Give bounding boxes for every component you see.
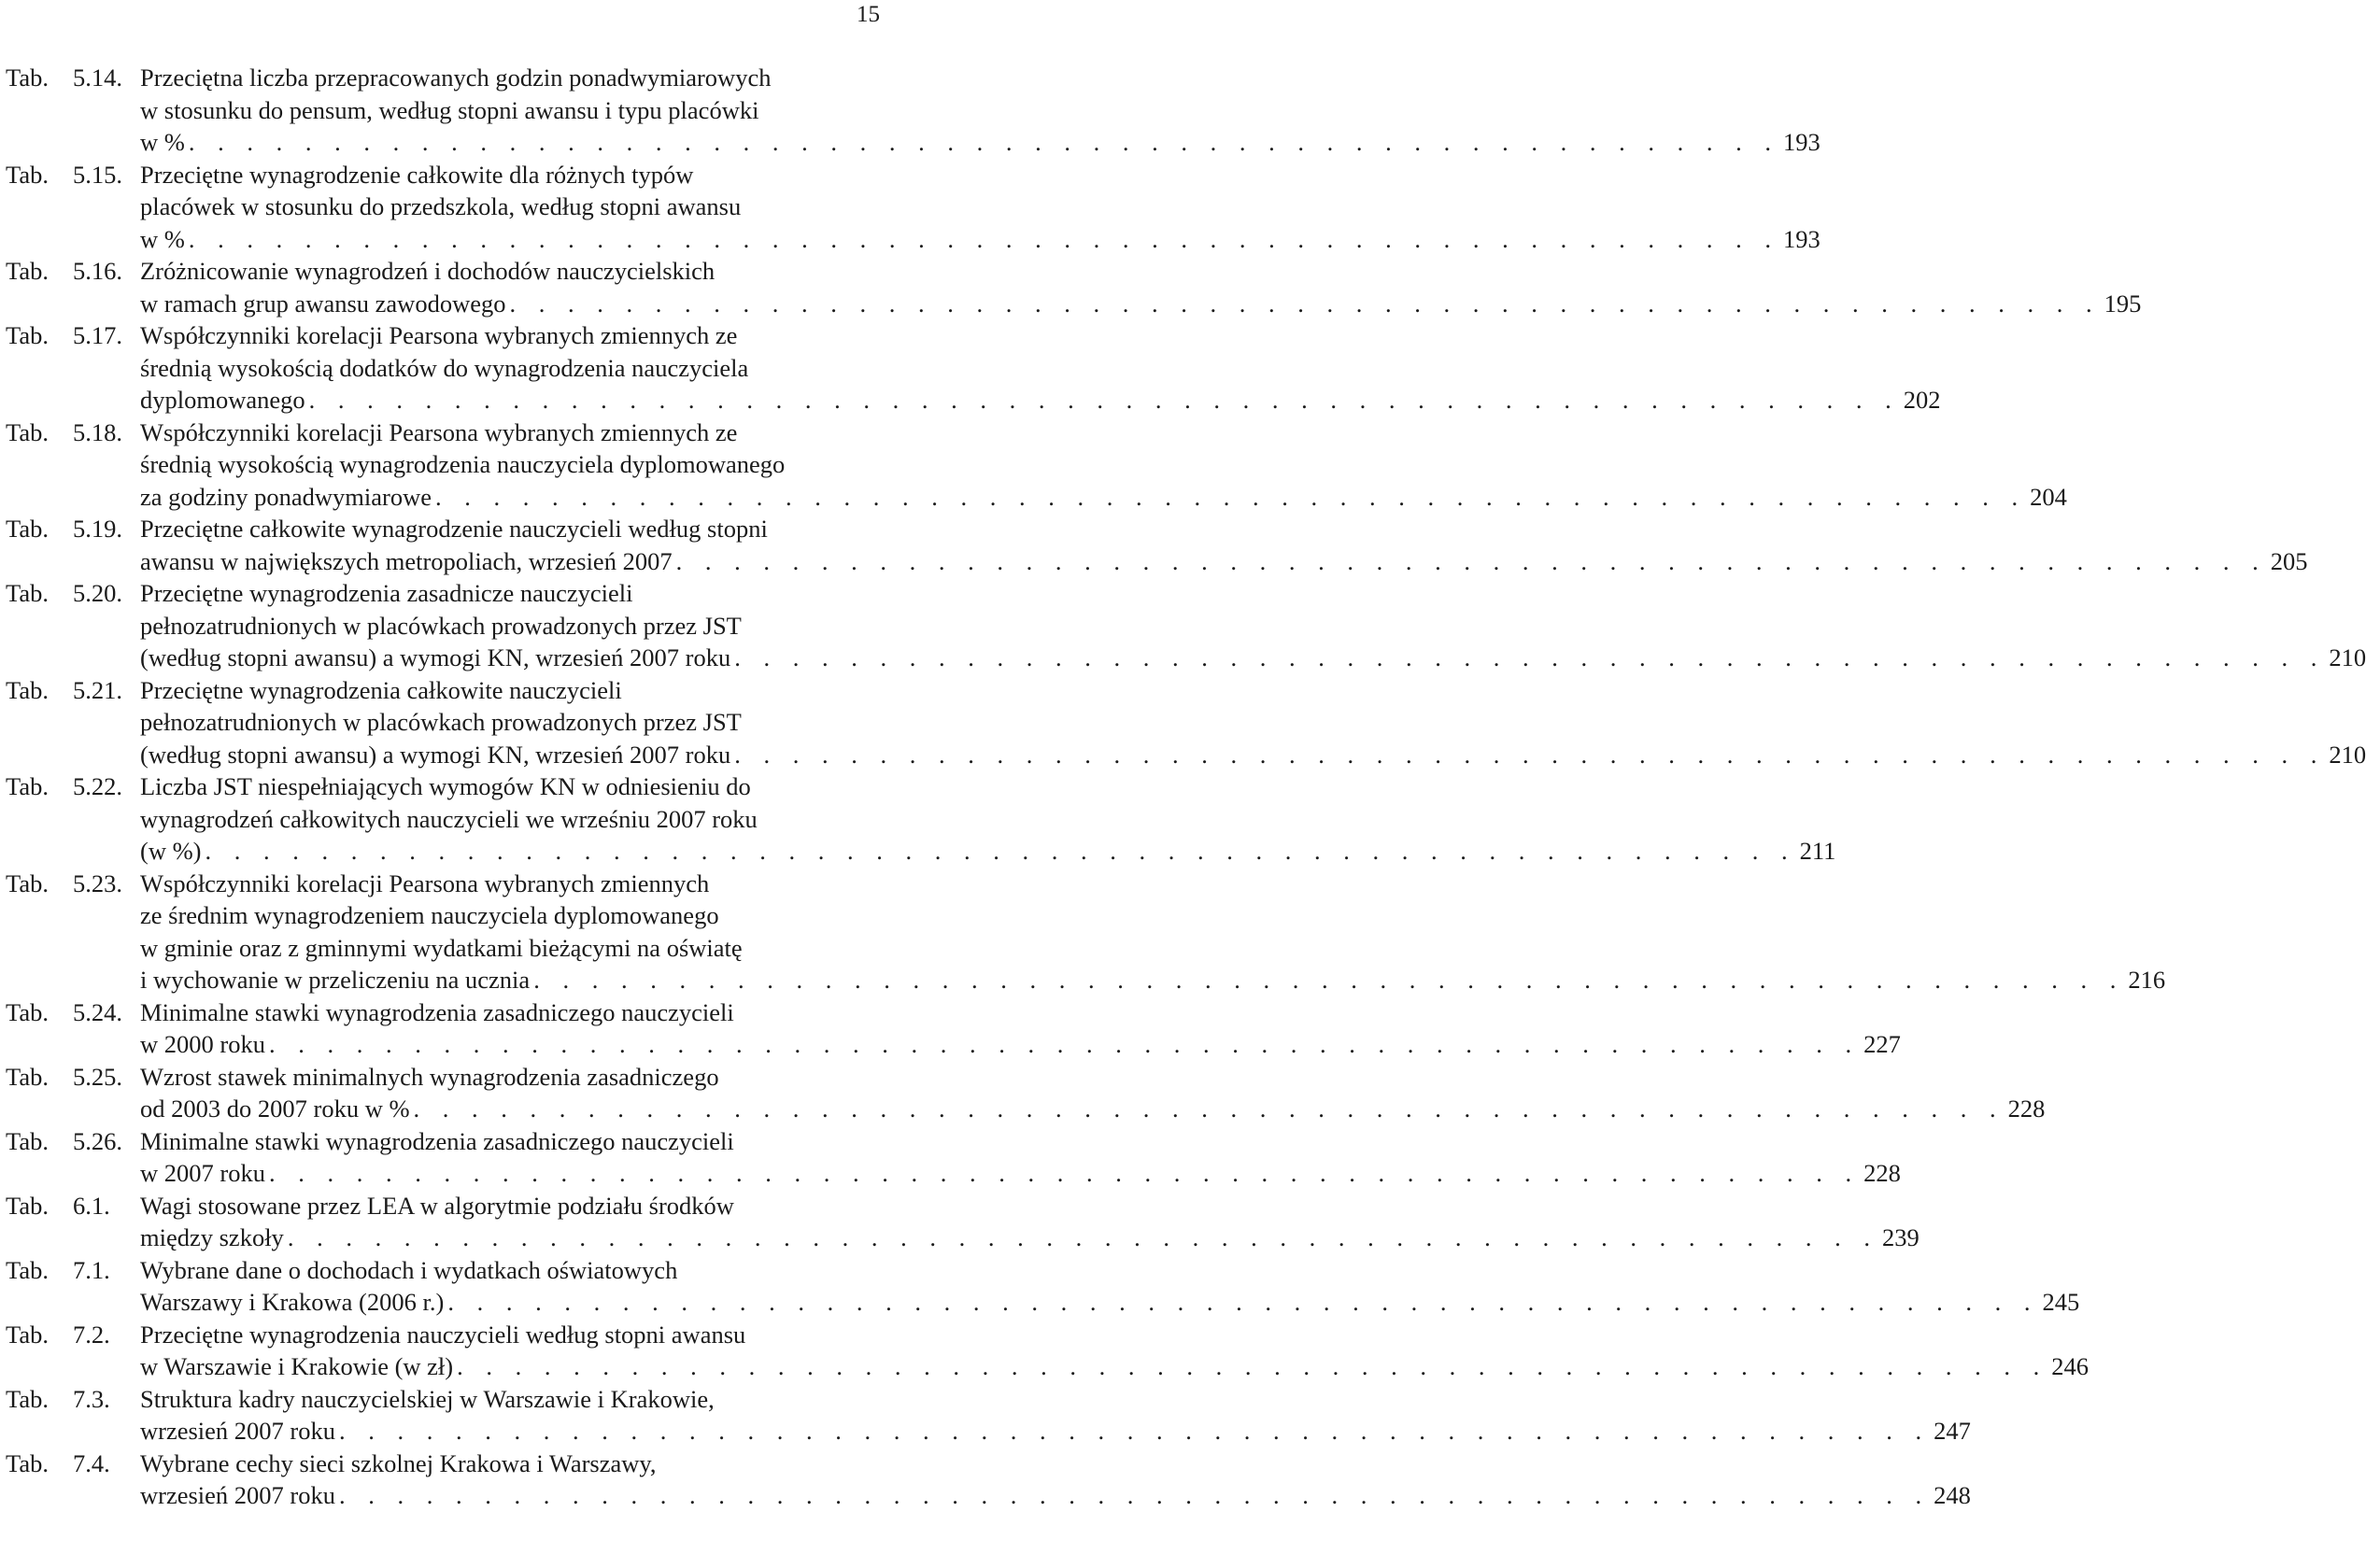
toc-entry[interactable] <box>6 255 2142 319</box>
dot-leader: . . . . . . . . . . . . . . . . . . . . . . . . . . . . . . . . . . . . . . . . . . . . . . . . . . . . . . . <box>268 1030 1861 1058</box>
entry-number: 7.1. <box>73 1255 110 1284</box>
entry-prefix: Tab. <box>6 1255 49 1284</box>
entry-leader-line <box>140 1415 1971 1448</box>
entry-prefix: Tab. <box>6 1320 49 1349</box>
entry-prefix: Tab. <box>6 160 49 189</box>
entry-title-line: Minimalne stawki wynagrodzenia zasadniczego nauczycieli <box>140 997 734 1026</box>
entry-prefix: Tab. <box>6 675 49 704</box>
entry-number: 5.23. <box>73 869 122 897</box>
entry-page-number[interactable]: 246 <box>2051 1352 2089 1380</box>
entry-leader-line <box>140 1479 1971 1512</box>
entry-title-last-line: między szkoły <box>140 1223 284 1251</box>
entry-title <box>140 1061 2046 1125</box>
entry-page-number[interactable]: 227 <box>1863 1030 1901 1058</box>
entry-title-line: Wybrane dane o dochodach i wydatkach oświatowych <box>140 1255 678 1284</box>
entry-title-line: ze średnim wynagrodzeniem nauczyciela dyplomowanego <box>140 901 719 929</box>
toc-entry[interactable] <box>6 159 1821 256</box>
entry-page-number[interactable]: 205 <box>2270 546 2308 575</box>
entry-title <box>140 62 1821 159</box>
toc-entry[interactable] <box>6 996 1901 1061</box>
entry-page-number[interactable]: 210 <box>2329 740 2366 769</box>
entry-title-last-line: w Warszawie i Krakowie (w zł) <box>140 1352 454 1380</box>
entry-page-number[interactable]: 247 <box>1934 1417 1971 1445</box>
entry-number: 5.17. <box>73 321 122 349</box>
entry-title <box>140 577 2366 674</box>
entry-prefix: Tab. <box>6 64 49 92</box>
dot-leader: . . . . . . . . . . . . . . . . . . . . . . . . . . . . . . . . . . . . . . . . . . . . . . . . . . . . . . . <box>205 837 1796 865</box>
entry-number: 5.14. <box>73 64 122 92</box>
dot-leader: . . . . . . . . . . . . . . . . . . . . . . . . . . . . . . . . . . . . . . . . . . . . . . . . . . . . . . . <box>188 224 1779 253</box>
entry-prefix: Tab. <box>6 869 49 897</box>
entry-title-line: pełnozatrudnionych w placówkach prowadzonych przez JST <box>140 708 742 736</box>
entry-number: 5.18. <box>73 417 122 446</box>
entry-title-line: Przeciętne całkowite wynagrodzenie nauczycieli według stopni <box>140 515 768 543</box>
entry-page-number[interactable]: 228 <box>1863 1159 1901 1187</box>
entry-title <box>140 417 2067 514</box>
entry-title-line: Wzrost stawek minimalnych wynagrodzenia zasadniczego <box>140 1062 719 1091</box>
toc-entry[interactable] <box>6 577 2366 674</box>
entry-prefix: Tab. <box>6 772 49 800</box>
dot-leader: . . . . . . . . . . . . . . . . . . . . . . . . . . . . . . . . . . . . . . . . . . . . . . . . . . . . . . . <box>188 128 1779 156</box>
toc-entry[interactable] <box>6 513 2308 577</box>
entry-title-last-line: od 2003 do 2007 roku w % <box>140 1095 410 1123</box>
entry-title <box>140 1125 1901 1190</box>
entry-title <box>140 770 1836 868</box>
entry-title <box>140 1319 2089 1383</box>
toc-entry[interactable] <box>6 770 1836 868</box>
entry-page-number[interactable]: 248 <box>1934 1481 1971 1509</box>
entry-title-last-line: w 2000 roku <box>140 1030 265 1058</box>
toc-entry[interactable] <box>6 1448 1971 1512</box>
entry-leader-line <box>140 835 1836 868</box>
dot-leader: . . . . . . . . . . . . . . . . . . . . . . . . . . . . . . . . . . . . . . . . . . . . . . . . . . . . . . . <box>268 1159 1861 1187</box>
entry-title <box>140 513 2308 577</box>
dot-leader: . . . . . . . . . . . . . . . . . . . . . . . . . . . . . . . . . . . . . . . . . . . . . . . . . . . . . . . <box>734 740 2326 769</box>
entry-leader-line <box>140 642 2366 674</box>
entry-leader-line <box>140 1028 1901 1061</box>
entry-prefix: Tab. <box>6 417 49 446</box>
toc-entry[interactable] <box>6 868 2166 996</box>
dot-leader: . . . . . . . . . . . . . . . . . . . . . . . . . . . . . . . . . . . . . . . . . . . . . . . . . . . . . . . <box>533 966 2125 994</box>
entry-title-line: w stosunku do pensum, według stopni awansu i typu placówki <box>140 95 759 124</box>
entry-prefix: Tab. <box>6 515 49 543</box>
entry-title-line: Minimalne stawki wynagrodzenia zasadniczego nauczycieli <box>140 1126 734 1155</box>
entry-title <box>140 255 2142 319</box>
entry-number: 7.4. <box>73 1448 110 1477</box>
entry-title-last-line: dyplomowanego <box>140 386 305 414</box>
toc-entry[interactable] <box>6 674 2366 771</box>
entry-title-line: Przeciętne wynagrodzenia nauczycieli według stopni awansu <box>140 1320 746 1349</box>
entry-title-last-line: w ramach grup awansu zawodowego <box>140 289 506 318</box>
entry-leader-line <box>140 288 2142 320</box>
entry-prefix: Tab. <box>6 997 49 1026</box>
dot-leader: . . . . . . . . . . . . . . . . . . . . . . . . . . . . . . . . . . . . . . . . . . . . . . . . . . . . . . . <box>339 1481 1931 1509</box>
entry-prefix: Tab. <box>6 1384 49 1413</box>
entry-prefix: Tab. <box>6 1448 49 1477</box>
entry-page-number[interactable]: 210 <box>2329 643 2366 671</box>
entry-leader-line <box>140 545 2308 578</box>
entry-number: 5.24. <box>73 997 122 1026</box>
entry-number: 6.1. <box>73 1191 110 1220</box>
entry-title-line: Przeciętne wynagrodzenia całkowite nauczycieli <box>140 675 622 704</box>
entry-title-line: Zróżnicowanie wynagrodzeń i dochodów nauczycielskich <box>140 257 715 285</box>
entry-number: 7.2. <box>73 1320 110 1349</box>
toc-entry[interactable] <box>6 1190 1920 1254</box>
entry-title-line: wynagrodzeń całkowitych nauczycieli we wrześniu 2007 roku <box>140 804 758 833</box>
entry-page-number[interactable]: 211 <box>1799 837 1836 865</box>
entry-page-number[interactable]: 239 <box>1881 1223 1920 1251</box>
entry-title-last-line: w % <box>140 224 185 253</box>
dot-leader: . . . . . . . . . . . . . . . . . . . . . . . . . . . . . . . . . . . . . . . . . . . . . . . . . . . . . . . <box>509 289 2101 318</box>
entry-leader-line <box>140 739 2366 771</box>
entry-leader-line <box>140 1093 2046 1125</box>
toc-entry[interactable] <box>6 417 2067 514</box>
entry-prefix: Tab. <box>6 321 49 349</box>
dot-leader: . . . . . . . . . . . . . . . . . . . . . . . . . . . . . . . . . . . . . . . . . . . . . . . . . . . . . . . <box>435 482 2027 511</box>
dot-leader: . . . . . . . . . . . . . . . . . . . . . . . . . . . . . . . . . . . . . . . . . . . . . . . . . . . . . . . <box>457 1352 2048 1380</box>
dot-leader: . . . . . . . . . . . . . . . . . . . . . . . . . . . . . . . . . . . . . . . . . . . . . . . . . . . . . . . <box>675 546 2267 575</box>
entry-page-number[interactable]: 202 <box>1903 386 1941 414</box>
entry-leader-line <box>140 964 2166 996</box>
dot-leader: . . . . . . . . . . . . . . . . . . . . . . . . . . . . . . . . . . . . . . . . . . . . . . . . . . . . . . . <box>447 1288 2039 1316</box>
entry-title-line: Przeciętne wynagrodzenie całkowite dla różnych typów <box>140 160 694 189</box>
entry-leader-line <box>140 481 2067 514</box>
entry-leader-line <box>140 1157 1901 1190</box>
entry-prefix: Tab. <box>6 1062 49 1091</box>
entry-number: 5.21. <box>73 675 122 704</box>
entry-title <box>140 868 2166 996</box>
entry-title-last-line: w % <box>140 128 185 156</box>
entry-title-line: Liczba JST niespełniających wymogów KN w odniesieniu do <box>140 772 751 800</box>
entry-leader-line <box>140 1350 2089 1383</box>
entry-prefix: Tab. <box>6 1126 49 1155</box>
entry-page-number[interactable]: 204 <box>2030 482 2067 511</box>
entry-title-last-line: (według stopni awansu) a wymogi KN, wrzesień 2007 roku <box>140 643 731 671</box>
entry-title-line: Współczynniki korelacji Pearsona wybranych zmiennych ze <box>140 417 738 446</box>
entry-title-line: Współczynniki korelacji Pearsona wybranych zmiennych ze <box>140 321 738 349</box>
toc-entry[interactable] <box>6 1383 1971 1448</box>
entry-number: 5.20. <box>73 579 122 607</box>
entry-leader-line <box>140 223 1821 256</box>
entry-leader-line <box>140 126 1821 159</box>
entry-page-number[interactable]: 195 <box>2104 289 2142 318</box>
entry-number: 7.3. <box>73 1384 110 1413</box>
entry-title-line: placówek w stosunku do przedszkola, według stopni awansu <box>140 192 742 220</box>
entry-page-number[interactable]: 216 <box>2128 966 2166 994</box>
entry-leader-line <box>140 1222 1920 1254</box>
entry-page-number[interactable]: 245 <box>2042 1288 2080 1316</box>
entry-number: 5.19. <box>73 515 122 543</box>
entry-leader-line <box>140 384 1941 417</box>
dot-leader: . . . . . . . . . . . . . . . . . . . . . . . . . . . . . . . . . . . . . . . . . . . . . . . . . . . . . . . <box>287 1223 1878 1251</box>
dot-leader: . . . . . . . . . . . . . . . . . . . . . . . . . . . . . . . . . . . . . . . . . . . . . . . . . . . . . . . <box>308 386 1900 414</box>
dot-leader: . . . . . . . . . . . . . . . . . . . . . . . . . . . . . . . . . . . . . . . . . . . . . . . . . . . . . . . <box>413 1095 2005 1123</box>
entry-title-line: Współczynniki korelacji Pearsona wybranych zmiennych <box>140 869 710 897</box>
entry-prefix: Tab. <box>6 1191 49 1220</box>
entry-number: 5.25. <box>73 1062 122 1091</box>
entry-page-number[interactable]: 193 <box>1782 224 1821 253</box>
entry-page-number[interactable]: 228 <box>2007 1095 2046 1123</box>
entry-title <box>140 1383 1971 1448</box>
entry-page-number[interactable]: 193 <box>1782 128 1821 156</box>
entry-title <box>140 159 1821 256</box>
toc-entry[interactable] <box>6 319 1941 417</box>
entry-title-last-line: i wychowanie w przeliczeniu na ucznia <box>140 966 531 994</box>
entry-title-line: średnią wysokością dodatków do wynagrodzenia nauczyciela <box>140 353 749 382</box>
entry-title <box>140 1190 1920 1254</box>
entry-title-last-line: wrzesień 2007 roku <box>140 1481 335 1509</box>
entry-title-line: Wybrane cechy sieci szkolnej Krakowa i Warszawy, <box>140 1448 657 1477</box>
toc-entry[interactable] <box>6 1319 2089 1383</box>
entry-title <box>140 1448 1971 1512</box>
entry-prefix: Tab. <box>6 579 49 607</box>
dot-leader: . . . . . . . . . . . . . . . . . . . . . . . . . . . . . . . . . . . . . . . . . . . . . . . . . . . . . . . <box>734 643 2326 671</box>
entry-title <box>140 1254 2080 1319</box>
table-of-contents <box>6 62 2366 1512</box>
entry-title-last-line: wrzesień 2007 roku <box>140 1417 335 1445</box>
toc-entry[interactable] <box>6 62 1821 159</box>
entry-prefix: Tab. <box>6 257 49 285</box>
dot-leader: . . . . . . . . . . . . . . . . . . . . . . . . . . . . . . . . . . . . . . . . . . . . . . . . . . . . . . . <box>339 1417 1931 1445</box>
toc-entry[interactable] <box>6 1061 2046 1125</box>
entry-title <box>140 996 1901 1061</box>
page-number: 15 <box>857 2 880 27</box>
toc-entry[interactable] <box>6 1125 1901 1190</box>
entry-number: 5.26. <box>73 1126 122 1155</box>
entry-title-last-line: Warszawy i Krakowa (2006 r.) <box>140 1288 445 1316</box>
entry-title-last-line: w 2007 roku <box>140 1159 265 1187</box>
entry-title-last-line: (w %) <box>140 837 202 865</box>
entry-number: 5.16. <box>73 257 122 285</box>
entry-title <box>140 319 1941 417</box>
entry-title <box>140 674 2366 771</box>
entry-number: 5.22. <box>73 772 122 800</box>
entry-title-last-line: awansu w największych metropoliach, wrzesień 2007 <box>140 546 673 575</box>
toc-entry[interactable] <box>6 1254 2080 1319</box>
entry-title-last-line: (według stopni awansu) a wymogi KN, wrzesień 2007 roku <box>140 740 731 769</box>
entry-title-line: średnią wysokością wynagrodzenia nauczyciela dyplomowanego <box>140 450 786 478</box>
entry-title-line: Przeciętne wynagrodzenia zasadnicze nauczycieli <box>140 579 633 607</box>
entry-title-line: Wagi stosowane przez LEA w algorytmie podziału środków <box>140 1191 734 1220</box>
entry-title-line: pełnozatrudnionych w placówkach prowadzonych przez JST <box>140 611 742 640</box>
entry-leader-line <box>140 1286 2080 1319</box>
entry-number: 5.15. <box>73 160 122 189</box>
entry-title-line: w gminie oraz z gminnymi wydatkami bieżącymi na oświatę <box>140 933 743 962</box>
entry-title-line: Przeciętna liczba przepracowanych godzin ponadwymiarowych <box>140 64 772 92</box>
entry-title-line: Struktura kadry nauczycielskiej w Warszawie i Krakowie, <box>140 1384 715 1413</box>
entry-title-last-line: za godziny ponadwymiarowe <box>140 482 432 511</box>
